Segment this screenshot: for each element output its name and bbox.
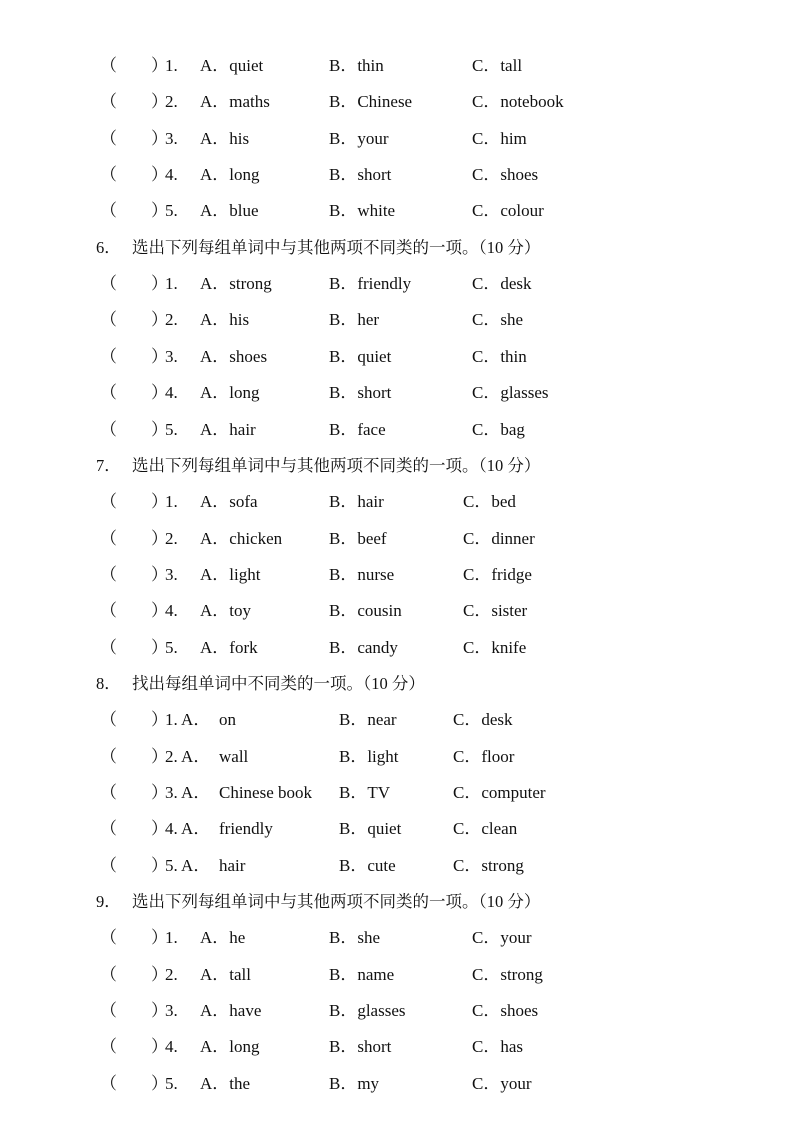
option-b: B．name <box>329 964 395 984</box>
answer-bracket: （ ） <box>100 56 168 75</box>
answer-bracket: （ ） <box>100 346 168 366</box>
option-c: C．desk <box>453 710 513 730</box>
option-c: C．she <box>472 310 523 330</box>
option-a: A．long <box>200 1037 260 1057</box>
section-heading <box>0 453 794 479</box>
answer-bracket: （ ） <box>100 746 168 766</box>
answer-bracket: （ ） <box>100 819 168 839</box>
question-row <box>0 380 794 406</box>
question-number: 3. <box>165 1001 178 1021</box>
option-a: A．he <box>200 928 246 948</box>
question-number: 5. <box>165 1073 178 1093</box>
option-b: B．her <box>329 310 380 330</box>
section-number: 8． <box>96 673 121 693</box>
question-row <box>0 707 794 733</box>
option-a: A．maths <box>200 92 270 112</box>
question-number: 3. <box>165 128 178 148</box>
answer-bracket: （ ） <box>100 1037 168 1057</box>
option-c: C．your <box>472 928 532 948</box>
question-number: 2. A． <box>165 746 211 766</box>
option-a: A．chicken <box>200 528 283 548</box>
option-b: B．white <box>329 201 396 221</box>
option-c: C．dinner <box>463 528 535 548</box>
option-b: B．friendly <box>329 274 412 294</box>
question-number: 5. <box>165 419 178 439</box>
option-b: B．short <box>329 383 392 403</box>
question-number: 1. <box>165 928 178 948</box>
question-row <box>0 562 794 588</box>
question-number: 2. <box>165 310 178 330</box>
option-b: B．cousin <box>329 601 402 621</box>
option-c: C．knife <box>463 637 527 657</box>
answer-bracket: （ ） <box>100 783 168 802</box>
answer-bracket: （ ） <box>100 92 168 112</box>
option-c: C．notebook <box>472 92 564 112</box>
question-row <box>0 962 794 988</box>
section-heading <box>0 235 794 261</box>
question-number: 1. A． <box>165 710 211 730</box>
option-b: B．quiet <box>339 819 402 839</box>
question-row <box>0 489 794 515</box>
answer-bracket: （ ） <box>100 1001 168 1021</box>
option-b: B．TV <box>339 783 390 802</box>
option-a: A．strong <box>200 274 272 294</box>
option-b: B．thin <box>329 56 384 75</box>
option-c: C．bag <box>472 419 525 439</box>
option-a: A．light <box>200 564 261 584</box>
option-a: A．his <box>200 310 250 330</box>
question-row <box>0 271 794 297</box>
option-c: C．shoes <box>472 165 539 185</box>
option-a: A．toy <box>200 601 251 621</box>
option-a: hair <box>219 855 246 875</box>
option-c: C．computer <box>453 783 546 802</box>
option-b: B．hair <box>329 492 384 512</box>
question-row <box>0 853 794 879</box>
option-c: C．desk <box>472 274 532 294</box>
answer-bracket: （ ） <box>100 564 168 584</box>
question-number: 5. <box>165 637 178 657</box>
option-c: C．strong <box>472 964 543 984</box>
question-number: 1. <box>165 274 178 294</box>
option-a: A．fork <box>200 637 258 657</box>
question-number: 4. <box>165 165 178 185</box>
section-instruction: 选出下列每组单词中与其他两项不同类的一项。（10 分） <box>132 455 541 475</box>
option-c: C．him <box>472 128 527 148</box>
option-a: Chinese book <box>219 783 313 802</box>
answer-bracket: （ ） <box>100 528 168 548</box>
question-number: 3. <box>165 564 178 584</box>
question-number: 4. <box>165 601 178 621</box>
option-a: A．have <box>200 1001 262 1021</box>
option-a: A．sofa <box>200 492 258 512</box>
answer-bracket: （ ） <box>100 128 168 148</box>
option-c: C．clean <box>453 819 518 839</box>
option-c: C．has <box>472 1037 523 1057</box>
section-number: 9． <box>96 892 121 912</box>
option-c: C．floor <box>453 746 515 766</box>
question-row <box>0 1071 794 1097</box>
question-row <box>0 1034 794 1060</box>
answer-bracket: （ ） <box>100 201 168 221</box>
option-a: wall <box>219 746 249 766</box>
option-a: A．long <box>200 165 260 185</box>
answer-bracket: （ ） <box>100 710 168 730</box>
option-b: B．glasses <box>329 1001 406 1021</box>
section-number: 6． <box>96 237 121 257</box>
option-b: B．short <box>329 1037 392 1057</box>
option-b: B．Chinese <box>329 92 413 112</box>
question-number: 1. <box>165 56 178 75</box>
section-instruction: 找出每组单词中不同类的一项。（10 分） <box>132 673 425 693</box>
question-number: 2. <box>165 528 178 548</box>
answer-bracket: （ ） <box>100 383 168 403</box>
option-a: friendly <box>219 819 273 839</box>
question-number: 2. <box>165 92 178 112</box>
option-b: B．quiet <box>329 346 392 366</box>
option-b: B．my <box>329 1073 380 1093</box>
question-number: 3. A． <box>165 783 211 802</box>
option-c: C．colour <box>472 201 544 221</box>
question-row <box>0 417 794 443</box>
option-c: C．shoes <box>472 1001 539 1021</box>
answer-bracket: （ ） <box>100 855 168 875</box>
answer-bracket: （ ） <box>100 310 168 330</box>
question-row <box>0 816 794 842</box>
option-c: C．fridge <box>463 564 532 584</box>
answer-bracket: （ ） <box>100 1073 168 1093</box>
question-number: 3. <box>165 346 178 366</box>
question-row <box>0 635 794 661</box>
section-heading <box>0 671 794 697</box>
option-c: C．glasses <box>472 383 549 403</box>
option-b: B．beef <box>329 528 387 548</box>
question-row <box>0 53 794 79</box>
option-b: B．cute <box>339 855 396 875</box>
question-row <box>0 344 794 370</box>
option-b: B．face <box>329 419 386 439</box>
option-b: B．she <box>329 928 380 948</box>
option-b: B．your <box>329 128 389 148</box>
question-number: 5. <box>165 201 178 221</box>
option-b: B．candy <box>329 637 398 657</box>
option-c: C．your <box>472 1073 532 1093</box>
answer-bracket: （ ） <box>100 928 168 948</box>
question-row <box>0 598 794 624</box>
question-row <box>0 744 794 770</box>
option-b: B．near <box>339 710 397 730</box>
question-row <box>0 780 794 806</box>
option-b: B．light <box>339 746 399 766</box>
question-row <box>0 307 794 333</box>
option-c: C．tall <box>472 56 523 75</box>
question-number: 4. A． <box>165 819 211 839</box>
option-a: on <box>219 710 236 730</box>
option-a: A．quiet <box>200 56 264 75</box>
section-instruction: 选出下列每组单词中与其他两项不同类的一项。（10 分） <box>132 237 541 257</box>
option-b: B．short <box>329 165 392 185</box>
option-b: B．nurse <box>329 564 395 584</box>
option-a: A．his <box>200 128 250 148</box>
option-c: C．strong <box>453 855 524 875</box>
answer-bracket: （ ） <box>100 165 168 185</box>
answer-bracket: （ ） <box>100 964 168 984</box>
option-a: A．long <box>200 383 260 403</box>
option-c: C．sister <box>463 601 528 621</box>
question-number: 1. <box>165 492 178 512</box>
answer-bracket: （ ） <box>100 419 168 439</box>
option-a: A．tall <box>200 964 251 984</box>
section-number: 7． <box>96 455 121 475</box>
answer-bracket: （ ） <box>100 637 168 657</box>
answer-bracket: （ ） <box>100 601 168 621</box>
option-a: A．hair <box>200 419 256 439</box>
question-row <box>0 162 794 188</box>
question-row <box>0 198 794 224</box>
question-number: 5. A． <box>165 855 211 875</box>
question-number: 2. <box>165 964 178 984</box>
section-heading <box>0 889 794 915</box>
option-c: C．thin <box>472 346 527 366</box>
question-row <box>0 998 794 1024</box>
question-row <box>0 925 794 951</box>
option-a: A．the <box>200 1073 251 1093</box>
question-number: 4. <box>165 1037 178 1057</box>
option-a: A．shoes <box>200 346 268 366</box>
question-row <box>0 526 794 552</box>
section-instruction: 选出下列每组单词中与其他两项不同类的一项。（10 分） <box>132 892 541 912</box>
question-number: 4. <box>165 383 178 403</box>
option-a: A．blue <box>200 201 259 221</box>
answer-bracket: （ ） <box>100 492 168 512</box>
answer-bracket: （ ） <box>100 274 168 294</box>
option-c: C．bed <box>463 492 516 512</box>
question-row <box>0 89 794 115</box>
question-row <box>0 126 794 152</box>
